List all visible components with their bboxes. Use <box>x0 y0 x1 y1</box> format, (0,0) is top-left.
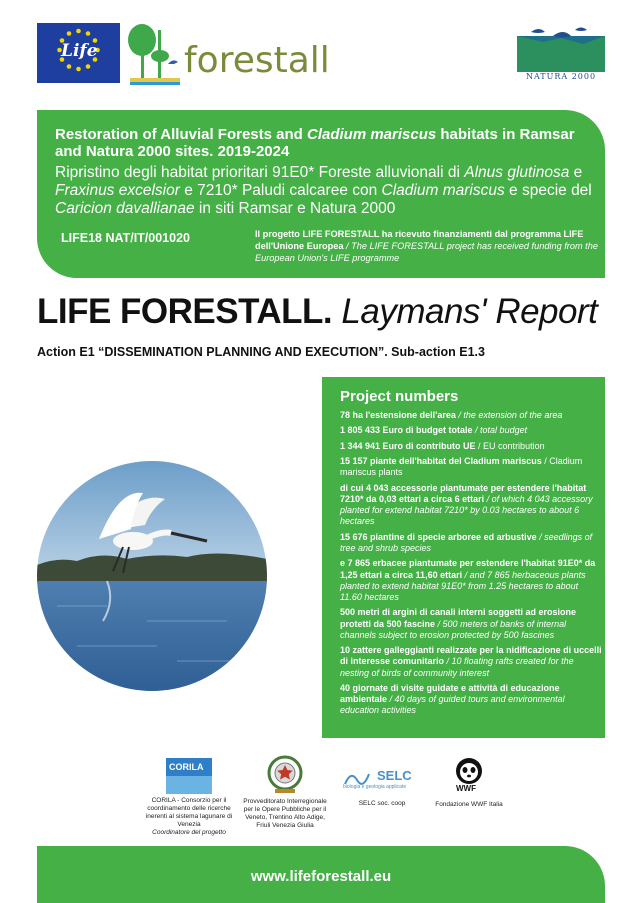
forestall-wordmark: forestall <box>184 40 330 81</box>
italian-republic-emblem <box>267 755 303 795</box>
tree-icon <box>126 20 186 86</box>
list-item: 15 676 piantine di specie arboree ed arbustive / seedlings of tree and shrub species <box>340 531 593 553</box>
partner-selc: SELC soc. coop <box>358 800 406 807</box>
project-code: LIFE18 NAT/IT/001020 <box>61 231 190 245</box>
list-item: e 7 865 erbacee piantumate per estendere l'habitat 91E0* da 1,25 ettari a circa 11,60 ettari / and 7 865 herbaceous plants planted to extend habitat 91E0* from 1.25 hectares to about 11.60 hectares <box>340 558 596 602</box>
report-title: LIFE FORESTALL. Laymans' Report <box>37 292 598 331</box>
list-item: 1 344 941 Euro di contributo UE / EU contribution <box>340 440 545 451</box>
action-line: Action E1 “DISSEMINATION PLANNING AND EXECUTION”. Sub-action E1.3 <box>37 345 485 359</box>
wwf-panda-logo: WWF <box>452 755 486 793</box>
partner-corila-role: Coordinatore del progetto <box>152 829 226 836</box>
project-numbers-panel <box>322 377 605 738</box>
project-title-it: Ripristino degli habitat prioritari 91E0* Foreste alluvionali di Alnus glutinosa e Fraxinus excelsior e 7210* Paludi calcaree con Cladium mariscus e specie del Caricion davallianae in siti Ramsar e Natura 2000 <box>55 164 592 217</box>
spoonbill-photo <box>37 461 267 691</box>
project-numbers-list <box>340 410 602 721</box>
list-item: di cui 4 043 accessorie piantumate per estendere l'habitat 7210* da 0,03 ettari a circa 6 ettari / of which 4 043 accessory planted for extend habitat 7210* by 0.03 hectares to about 6 hectares <box>340 482 593 527</box>
eu-life-wordmark: Life <box>61 41 98 61</box>
list-item: 15 157 piante dell'habitat del Cladium mariscus / Cladium mariscus plants <box>340 456 583 478</box>
website-link[interactable]: www.lifeforestall.eu <box>250 868 392 885</box>
list-item: 1 805 433 Euro di budget totale / total budget <box>340 425 528 436</box>
corila-logo: CORILA <box>166 758 212 794</box>
natura-2000-caption: NATURA 2000 <box>525 72 597 81</box>
natura-2000-logo <box>513 22 609 88</box>
project-title-en: Restoration of Alluvial Forests and Cladium mariscus habitats in Ramsar and Natura 2000 sites. 2019-2024 <box>55 126 575 160</box>
list-item: 40 giornate di visite guidate e attività di educazione ambientale / 40 days of guided tours and environmental education activities <box>340 682 565 716</box>
eu-life-logo <box>37 23 120 83</box>
project-banner <box>37 110 605 278</box>
funding-note: Il progetto LIFE FORESTALL ha ricevuto finanziamenti dal programma LIFE dell'Unione Europea / The LIFE FORESTALL project has received funding from the European Union's LIFE programme <box>255 229 598 263</box>
partner-provveditorato: Provveditorato Interregionale per le Opere Pubbliche per il Veneto, Trentino Alto Adige, Friuli Venezia Giulia <box>243 798 327 829</box>
partner-corila: CORILA - Consorzio per il coordinamento delle ricerche inerenti al sistema lagunare di Venezia <box>145 797 233 828</box>
partner-wwf: Fondazione WWF Italia <box>435 801 503 808</box>
list-item: 500 metri di argini di canali interni soggetti ad erosione protetti da 500 fascine / 500 meters of banks of internal channels subject to erosion protected by 500 fascines <box>340 607 577 640</box>
list-item: 10 zattere galleggianti realizzate per la nidificazione di uccelli di interesse comunitario / 10 floating rafts created for the nesting of birds of community interest <box>340 645 602 678</box>
project-numbers-title: Project numbers <box>340 388 459 405</box>
forestall-logo <box>126 20 330 86</box>
selc-logo: SELC biologia e geologia applicate <box>343 768 412 790</box>
footer-banner <box>37 846 605 903</box>
list-item: 78 ha l'estensione dell'area / the extension of the area <box>340 410 563 420</box>
